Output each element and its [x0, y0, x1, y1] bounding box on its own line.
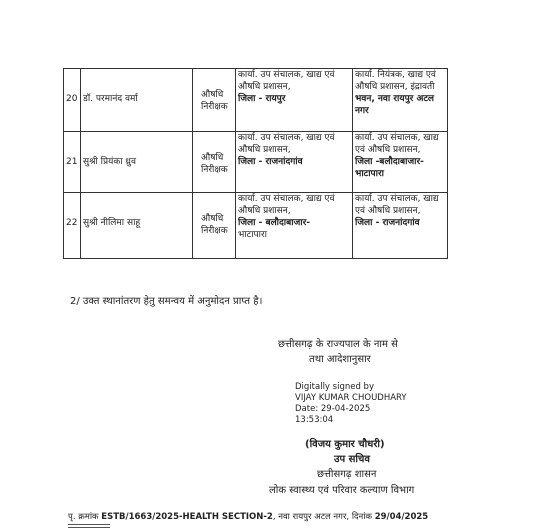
table-row — [64, 193, 448, 259]
signatory-department: लोक स्वास्थ्य एवं परिवार कल्याण विभाग — [269, 485, 415, 496]
to-posting-cell — [353, 132, 448, 193]
officer-name: सुश्री नीलिमा साहू — [83, 218, 141, 228]
from-posting-line: जिला - बलौदाबाजार- — [238, 218, 311, 228]
reference-line — [68, 511, 428, 522]
to-posting-line: भवन, नवा रायपुर अटल नगर — [355, 94, 435, 116]
from-posting-line: भाटापारा — [238, 230, 267, 240]
to-posting-line: एवं औषधि प्रशासन, — [355, 145, 421, 155]
digital-signature-time: 13:53:04 — [295, 415, 334, 425]
reference-date: 29/04/2025 — [374, 512, 429, 522]
to-posting-line: जिला -बलौदाबाजार- — [355, 157, 424, 167]
designation-line: औषधि — [201, 90, 224, 100]
designation-line: निरीक्षक — [201, 165, 228, 175]
reference-prefix: पृ. क्रमांक — [68, 512, 99, 522]
order-line-1: छत्तीसगढ़ के राज्यपाल के नाम से — [278, 339, 398, 350]
order-line-2: तथा आदेशानुसार — [309, 354, 371, 365]
designation-line: औषधि — [201, 214, 224, 224]
serial-number-cell — [64, 69, 81, 132]
designation-cell — [193, 193, 236, 259]
designation-line: औषधि — [201, 153, 224, 163]
to-posting-line: कार्या. नियंत्रक, खाद्य एवं — [355, 70, 436, 80]
reference-middle: , नवा रायपुर अटल नगर, दिनांक — [272, 512, 372, 522]
serial-number: 22 — [66, 218, 78, 228]
digital-signature-name: VIJAY KUMAR CHOUDHARY — [295, 393, 407, 403]
from-posting-line: औषधि प्रशासन, — [238, 206, 291, 216]
serial-number: 20 — [66, 94, 78, 104]
digital-signature-line-1: Digitally signed by — [295, 382, 374, 392]
to-posting-line: एवं औषधि प्रशासन, — [355, 206, 421, 216]
from-posting-cell — [236, 69, 353, 132]
designation-line: निरीक्षक — [201, 102, 228, 112]
table-row — [64, 132, 448, 193]
to-posting-cell — [353, 69, 448, 132]
officer-name: सुश्री प्रियंका ध्रुव — [83, 157, 136, 167]
serial-number-cell — [64, 193, 81, 259]
signatory-government: छत्तीसगढ़ शासन — [317, 469, 377, 480]
transfer-table — [63, 68, 448, 259]
from-posting-line: औषधि प्रशासन, — [238, 145, 291, 155]
designation-line: निरीक्षक — [201, 226, 228, 236]
name-cell — [81, 69, 193, 132]
signatory-designation: उप सचिव — [334, 454, 370, 465]
designation-cell — [193, 69, 236, 132]
digital-signature-date: Date: 29-04-2025 — [295, 404, 371, 414]
from-posting-line: कार्या. उप संचालक, खाद्य एवं — [238, 194, 335, 204]
from-posting-line: कार्या. उप संचालक, खाद्य एवं — [238, 133, 335, 143]
table-row — [64, 69, 448, 132]
from-posting-line: जिला - रायपुर — [238, 94, 286, 104]
to-posting-line: भाटापारा — [355, 169, 384, 179]
to-posting-line: कार्या. उप संचालक, खाद्य — [355, 194, 439, 204]
serial-number: 21 — [66, 157, 78, 167]
to-posting-line: औषधि प्रशासन, इंद्रावती — [355, 82, 435, 92]
designation-cell — [193, 132, 236, 193]
name-cell — [81, 193, 193, 259]
from-posting-line: कार्या. उप संचालक, खाद्य एवं — [238, 70, 335, 80]
signatory-name: (विजय कुमार चौधरी) — [305, 439, 385, 450]
from-posting-line: औषधि प्रशासन, — [238, 82, 291, 92]
to-posting-cell — [353, 193, 448, 259]
reference-number: ESTB/1663/2025-HEALTH SECTION-2 — [101, 512, 273, 522]
to-posting-line: जिला - राजनांदगांव — [355, 218, 420, 228]
underline-mark — [68, 524, 110, 528]
approval-paragraph: 2/ उक्त स्थानांतरण हेतु समन्वय में अनुमोदन प्राप्त है। — [70, 296, 263, 307]
to-posting-line: कार्या. उप संचालक, खाद्य — [355, 133, 439, 143]
from-posting-cell — [236, 132, 353, 193]
serial-number-cell — [64, 132, 81, 193]
name-cell — [81, 132, 193, 193]
from-posting-cell — [236, 193, 353, 259]
from-posting-line: जिला - राजनांदगांव — [238, 157, 303, 167]
officer-name: डॉ. परमानंद वर्मा — [83, 94, 138, 104]
